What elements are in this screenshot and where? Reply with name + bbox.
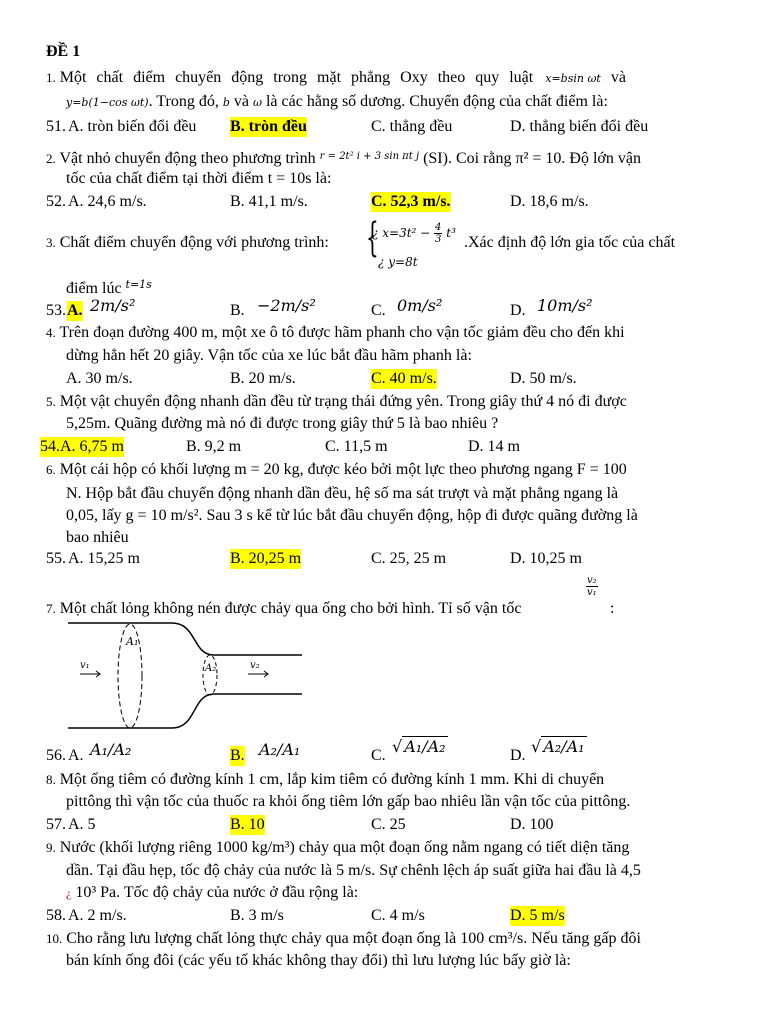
page-title: ĐỀ 1 xyxy=(46,43,81,60)
question-number: 1. xyxy=(46,70,56,85)
option-d: D. 14 m xyxy=(468,438,520,455)
option-a-correct: A. xyxy=(67,302,83,319)
question-number: 4. xyxy=(46,325,56,340)
answer-label: 53. xyxy=(46,302,66,319)
equation-x: ¿ x=3t² − $\frac{4}{3}$ t³ xyxy=(372,222,456,245)
option-b: B. 20 m/s. xyxy=(230,370,296,387)
option-c: C. 4 m/s xyxy=(371,907,425,924)
equation-brace: { xyxy=(366,215,379,261)
question-6-line-2: N. Hộp bắt đầu chuyển động nhanh dần đều, hệ số ma sát trượt và mặt phẳng ngang là xyxy=(66,485,619,502)
pipe-bottom-wall xyxy=(68,694,302,728)
question-3-text: .Xác định độ lớn gia tốc của chất xyxy=(464,234,676,251)
option-a-value: 2m/s² xyxy=(90,296,136,315)
option-c: C. thẳng đều xyxy=(371,118,453,135)
option-c-value: √ A₁/A₂ xyxy=(392,737,446,756)
answer-label: 52. xyxy=(46,193,66,210)
answer-label: 51. xyxy=(46,118,66,135)
question-4-line-2: dừng hẳn hết 20 giây. Vận tốc của xe lúc bắt đầu hãm phanh là: xyxy=(66,347,472,364)
answer-label-highlighted: 54.A. 6,75 m xyxy=(40,438,124,455)
option-b: B. 9,2 m xyxy=(186,438,242,455)
answer-label: 58. xyxy=(46,907,66,924)
option-c-value: 0m/s² xyxy=(397,296,443,315)
option-a-value: A₁/A₂ xyxy=(90,740,132,759)
question-10: 10. Cho rằng lưu lượng chất lỏng thực chảy qua một đoạn ống là 100 cm³/s. Nếu tăng gấp đôi xyxy=(46,930,641,947)
question-number: 5. xyxy=(46,394,56,409)
question-number: 2. xyxy=(46,151,56,166)
question-number: 6. xyxy=(46,462,56,477)
question-10-line-2: bán kính ống đôi (các yếu tố khác không thay đổi) thì lưu lượng lúc bấy giờ là: xyxy=(66,952,571,969)
option-b-correct: B. tròn đều xyxy=(230,118,307,135)
option-a: A. 24,6 m/s. xyxy=(68,193,147,210)
question-9-line-2: dần. Tại đầu hẹp, tốc độ chảy của nước là 5 m/s. Sự chênh lệch áp suất giữa hai đầu là 4,5 xyxy=(66,862,641,879)
option-b-value: −2m/s² xyxy=(257,296,316,315)
option-b: B. xyxy=(230,302,245,319)
option-b-correct: B. 10 xyxy=(230,816,265,833)
question-1: 1. Một chất điểm chuyển động trong mặt phẳng Oxy theo quy luật x=bsin ωt và xyxy=(46,69,626,86)
option-b: B. 41,1 m/s. xyxy=(230,193,308,210)
colon: : xyxy=(610,600,615,617)
question-8-line-2: pittông thì vận tốc của thuốc ra khỏi ống tiêm lớn gấp bao nhiêu lần vận tốc của pittông. xyxy=(66,793,631,810)
question-6-line-3: 0,05, lấy g = 10 m/s². Sau 3 s kể từ lúc bắt đầu chuyển động, hộp đi được quãng đường là xyxy=(66,507,638,524)
option-a: A. tròn biến đổi đều xyxy=(68,118,197,135)
question-number: 3. xyxy=(46,235,56,250)
option-d-value: √ A₂/A₁ xyxy=(531,737,585,756)
option-d: D. 50 m/s. xyxy=(510,370,577,387)
option-d: D. xyxy=(510,302,526,319)
question-5: 5. Một vật chuyển động nhanh dần đều từ trạng thái đứng yên. Trong giây thứ 4 nó đi được xyxy=(46,393,627,410)
answer-label: 57. xyxy=(46,816,66,833)
option-a: A. 30 m/s. xyxy=(66,370,133,387)
option-a: A. 15,25 m xyxy=(68,550,140,567)
option-d-correct: D. 5 m/s xyxy=(510,907,565,924)
answer-label: 55. xyxy=(46,550,66,567)
question-6: 6. Một cái hộp có khối lượng m = 20 kg, được kéo bởi một lực theo phương ngang F = 100 xyxy=(46,461,627,478)
option-a: A. xyxy=(68,747,84,764)
question-6-line-4: bao nhiêu xyxy=(66,529,129,546)
equation-y: ¿ y=8t xyxy=(378,255,418,269)
question-number: 9. xyxy=(46,840,56,855)
label-a2: A₂ xyxy=(205,663,217,674)
question-1-line-2: y=b(1−cos ωt). Trong đó, b và ω là các hằng số dương. Chuyển động của chất điểm là: xyxy=(66,93,608,110)
option-a: A. 5 xyxy=(68,816,96,833)
option-c: C. xyxy=(371,747,386,764)
option-b-correct: B. xyxy=(230,747,245,764)
option-d-value: 10m/s² xyxy=(537,296,593,315)
option-c: C. 25, 25 m xyxy=(371,550,447,567)
question-7: 7. Một chất lỏng không nén được chảy qua ống cho bởi hình. Tỉ số vận tốc xyxy=(46,600,522,617)
option-d: D. 10,25 m xyxy=(510,550,582,567)
label-a1: A₁ xyxy=(126,635,139,648)
option-c-correct: C. 52,3 m/s. xyxy=(371,193,451,210)
question-3-line-2: điểm lúc $^{t=1s}$ xyxy=(66,278,152,297)
question-number: 8. xyxy=(46,772,56,787)
label-v1: v₁ xyxy=(80,660,90,671)
velocity-ratio: $\frac{\text{v₂}}{\text{v₁}}$ xyxy=(587,575,597,598)
option-c-correct: C. 40 m/s. xyxy=(371,370,437,387)
question-8: 8. Một ống tiêm có đường kính 1 cm, lắp kim tiêm có đường kính 1 mm. Khi di chuyển xyxy=(46,771,605,788)
option-d: D. thẳng biến đổi đều xyxy=(510,118,649,135)
answer-label: 56. xyxy=(46,747,66,764)
pipe-top-wall xyxy=(68,623,302,655)
question-number: 7. xyxy=(46,601,56,616)
option-c: C. xyxy=(371,302,386,319)
question-9: 9. Nước (khối lượng riêng 1000 kg/m³) chảy qua một đoạn ống nằm ngang có tiết diện tăng xyxy=(46,839,630,856)
option-b-value: A₂/A₁ xyxy=(259,740,301,759)
option-d: D. 18,6 m/s. xyxy=(510,193,589,210)
label-v2: v₂ xyxy=(250,660,260,671)
question-2-line-2: tốc của chất điểm tại thời điểm t = 10s là: xyxy=(66,170,332,187)
question-3: 3. Chất điểm chuyển động với phương trình: xyxy=(46,234,329,251)
option-c: C. 25 xyxy=(371,816,406,833)
question-number: 10. xyxy=(46,931,63,946)
option-b-correct: B. 20,25 m xyxy=(230,550,302,567)
option-c: C. 11,5 m xyxy=(325,438,388,455)
question-4: 4. Trên đoạn đường 400 m, một xe ô tô được hãm phanh cho vận tốc giảm đều cho đến khi xyxy=(46,324,625,341)
option-a: A. 2 m/s. xyxy=(68,907,127,924)
option-d: D. 100 xyxy=(510,816,554,833)
option-d: D. xyxy=(510,747,526,764)
pipe-figure xyxy=(62,620,306,738)
question-9-line-3: ¿ 10³ Pa. Tốc độ chảy của nước ở đầu rộng là: xyxy=(66,884,359,901)
question-2: 2. Vật nhỏ chuyển động theo phương trình $^{r = 2t^2 i + 3 sin \pi t j}$ (SI). Coi rằng π² = 10. Độ lớn vận xyxy=(46,150,641,167)
option-b: B. 3 m/s xyxy=(230,907,284,924)
question-5-line-2: 5,25m. Quãng đường mà nó đi được trong giây thứ 5 là bao nhiêu ? xyxy=(66,415,499,432)
